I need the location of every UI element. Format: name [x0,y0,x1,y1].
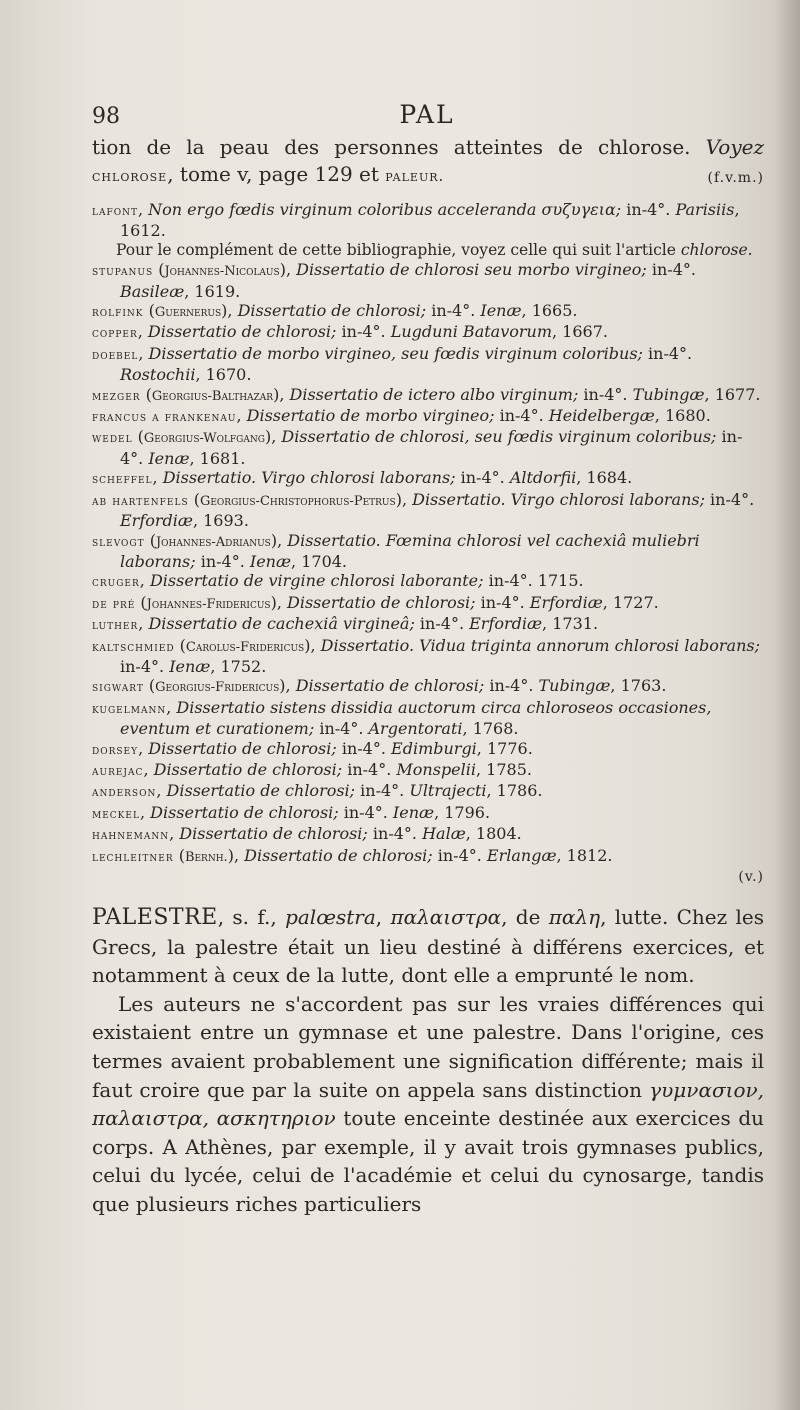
bib-title: Dissertatio de morbo virgineo; [246,406,495,426]
bib-year: , 1680. [654,406,711,426]
bib-place: Erlangæ [486,845,557,865]
bib-place: Argentorati [368,719,463,739]
bib-format: in-4°. [314,719,369,739]
bib-place: Ienæ [392,802,435,822]
bib-place: Edimburgi [391,738,477,758]
bib-title: Dissertatio. Virgo chlorosi laborans; [162,468,456,488]
bib-year: , 1612. [120,200,740,241]
bib-separator: , [401,489,413,509]
bib-place: Halæ [422,824,466,844]
bib-first-name: Johannes-Adrianus [155,534,271,550]
ref-rest: , tome v, page 129 et [167,162,379,186]
bib-title: Dissertatio de virgine chlorosi laborante; [149,571,484,591]
bib-separator: , [156,781,167,801]
bib-title: Dissertatio de chlorosi; [147,322,337,342]
bib-year: , 1677. [704,384,761,404]
bib-author: slevogt [92,534,145,550]
article-greek-3: γυμνασιον, παλαιστρα, ασκητηριον [92,1077,764,1131]
bib-entry [92,406,764,427]
bib-author: copper [92,326,138,342]
bib-author: sigwart [92,680,144,696]
page-gutter-shadow [774,0,800,1410]
bib-author: lafont [92,204,138,219]
bib-title: Dissertatio de chlorosi; [179,824,368,844]
bib-author: kaltschmied [92,639,175,655]
bib-place: Monspelii [396,759,476,779]
bib-title: Dissertatio de chlorosi; [153,759,343,779]
bib-title: Dissertatio de chlorosi seu morbo virgineo; [296,260,647,280]
author-signature: (f.v.m.) [707,170,764,186]
bib-title: Dissertatio de chlorosi; [148,738,337,758]
bib-year: , 1693. [192,511,249,531]
bib-separator: , [138,614,149,634]
ref-chlorose: chlorose [92,167,168,185]
bib-author: hahnemann [92,828,170,844]
bib-entry [92,803,764,824]
bib-author: scheffel [92,472,153,488]
article-p2-a: Les auteurs ne s'accordent pas sur les vraies différences qui existaient entre un gymnase et une palestre. Dans l'origine, ces termes avaient probablement une signification différente; mais il faut croire que par la suite on appela sans distinction [92,991,764,1102]
bib-year: , 1670. [195,365,252,385]
bib-year: , 1619. [184,281,241,301]
article-greek-1: παλαιστρα [390,905,502,929]
bib-author: mezger [92,388,141,404]
bib-entry: wedel (Georgius-Wolfgang), Dissertatio de chlorosi, seu fœdis virginum coloribus; in-4°. Ienæ, 1681. [92,427,743,468]
bib-year: , 1796. [434,802,491,822]
bib-author: ab hartenfels [92,493,189,509]
bib-format: in-4°. [342,759,397,779]
bib-author: wedel [92,431,133,447]
bib-title: Dissertatio. Virgo chlorosi laborans; [412,489,705,509]
bib-format: in-4°. [621,200,676,219]
bib-separator: , [279,384,290,404]
bib-year: , 1684. [576,468,633,488]
bib-entry: stupanus (Johannes-Nicolaus), Dissertatio de chlorosi seu morbo virgineo; in-4°. Basileæ, 1619. [92,260,696,301]
bib-first-name: Guernerus [154,305,222,321]
article-latin: palœstra [285,905,376,929]
bib-title: Dissertatio de chlorosi, seu fœdis virginum coloribus; [281,427,717,447]
bib-year: , 1704. [291,551,348,571]
article-p1-rest: , lutte. Chez les Grecs, la palestre était un lieu destiné à différens exercices, et notamment à ceux de la lutte, dont elle a emprunté le nom. [92,905,765,988]
bib-title: Dissertatio de chlorosi; [150,802,339,822]
bib-separator: , [271,427,282,447]
bib-first-name: Georgius-Christophorus-Petrus [199,493,396,509]
bib-entry: rolfink (Guernerus), Dissertatio de chlorosi; in-4°. Ienæ, 1665. [92,301,578,321]
bib-author: rolfink [92,305,144,321]
bib-year: , 1727. [602,592,659,612]
bib-author: cruger [92,575,140,591]
bib-year: , 1776. [476,738,533,758]
bib-first-name: Carolus-Fridericus [185,639,305,655]
bib-place: Lugduni Batavorum [390,322,552,342]
bib-entry [92,739,764,760]
bib-separator: , [169,824,180,844]
bib-place: Parisiis [675,200,735,219]
running-head: PAL [399,100,455,129]
page-content [92,134,764,1219]
bib-separator: , [233,845,245,865]
bib-entry [92,571,764,592]
bib-separator: , [138,343,149,363]
bib-place: Erfordiæ [529,592,603,612]
bib-author: luther [92,618,139,634]
bib-title: Dissertatio de morbo virgineo, seu fœdis virginum coloribus; [148,343,643,363]
bib-place: Ienæ [148,448,190,468]
bib-author: anderson [92,785,157,801]
bib-place: Erfordiæ [469,614,543,634]
bib-author: de pré [92,596,136,612]
bib-first-name: Georgius-Fridericus [155,680,280,696]
bib-author: dorsey [92,742,139,758]
bib-year: , 1665. [521,301,578,321]
bib-place: Heidelbergæ [548,406,655,426]
article-headword: PALESTRE [92,905,218,930]
bibliography-signature: (v.) [738,869,764,885]
bib-entry [92,614,764,635]
bib-year: , 1667. [552,322,608,342]
bib-separator: , [143,759,154,779]
page-number: 98 [92,104,120,129]
ref-paleur: paleur. [385,167,445,185]
bib-format: in-4°. [578,384,633,404]
bib-place: Rostochii [120,365,196,385]
bib-format: in-4°. [120,427,743,468]
bib-separator: , [138,738,149,758]
bib-author: aurejac [92,763,144,779]
article-p2-b: toute enceinte destinée aux exercices du corps. A Athènes, par exemple, il y avait trois gymnases publics, celui du lycée, celui de l'académie et celui du cynosarge, tandis que plusieurs riches particuliers [92,1106,765,1216]
bibliography-list [92,200,764,867]
bib-place: Tubingæ [538,676,611,696]
bib-entry: de pré (Johannes-Fridericus), Dissertatio de chlorosi; in-4°. Erfordiæ, 1727. [92,592,659,612]
bib-format: in-4°. [414,614,470,634]
bib-separator: , [227,301,238,321]
article-greek-2: παλη [548,905,601,929]
article-paragraph-1: PALESTRE, s. f., palœstra, παλαιστρα, de παλη, lutte. Chez les Grecs, la palestre était un lieu destiné à différens exercices, et notamment à ceux de la lutte, dont elle a emprunté le nom. [92,905,765,988]
bib-entry: ab hartenfels (Georgius-Christophorus-Petrus), Dissertatio. Virgo chlorosi laborans; in-4°. Erfordiæ, 1693. [92,489,755,531]
intro-paragraph [92,134,764,190]
bib-title: Dissertatio. Fœmina chlorosi vel cachexiâ muliebri laborans; [120,530,700,571]
bib-separator: , [310,635,321,655]
bib-format: in-4°. [704,489,755,509]
bib-author: meckel [92,806,140,822]
bib-format: in-4°. [195,551,250,571]
bib-author: francus a frankenau [92,410,237,426]
bib-format: in-4°. [426,301,481,321]
bib-separator: , [285,676,296,696]
article-gram: , s. f., [217,905,286,929]
bib-separator: , [166,697,177,717]
page-header [92,100,762,132]
bib-title: Dissertatio sistens dissidia auctorum circa chloroseos occasiones, eventum et curationem; [120,697,712,739]
bib-entry [92,698,764,739]
bib-year: , 1752. [210,656,267,676]
bib-separator: , [277,530,288,550]
intro-text: tion de la peau des personnes atteintes de chlorose. [92,135,691,159]
bib-separator: , [152,468,163,488]
bib-separator: , [139,571,150,591]
bib-separator: , [139,802,151,822]
bib-year: , 1804. [465,824,522,844]
bib-format: in-4°. [120,656,170,676]
bib-year: , 1768. [462,719,519,739]
bib-author: lechleitner [92,849,174,865]
bib-author: stupanus [92,264,154,280]
bib-title: Dissertatio de chlorosi; [237,301,427,321]
bib-separator: , [137,322,148,342]
bib-place: Erfordiæ [120,511,193,531]
bib-format: in-4°. [336,322,391,342]
bib-place: Altdorfii [509,468,577,488]
bib-place: Ienæ [169,656,211,676]
bib-first-name: Georgius-Wolfgang [143,431,265,447]
bib-year: , 1786. [486,781,543,801]
bib-first-name: Johannes-Nicolaus [164,264,280,280]
bib-place: Ienæ [249,551,292,571]
bib-format: in-4°. [336,738,392,758]
bib-entry: slevogt (Johannes-Adrianus), Dissertatio. Fœmina chlorosi vel cachexiâ muliebri laborans; in-4°. Ienæ, 1704. [92,530,700,571]
bib-title: Dissertatio de chlorosi; [244,845,433,865]
bib-format: in-4°. [338,802,393,822]
bib-format: in-4°. [475,592,530,612]
bib-year: , 1681. [189,448,246,468]
bib-entry [92,760,764,781]
bib-year: 1715. [537,571,584,591]
bib-place: Ienæ [480,301,522,321]
bib-entry: mezger (Georgius-Balthazar), Dissertatio de ictero albo virginum; in-4°. Tubingæ, 1677. [92,384,761,404]
bib-separator: , [276,592,287,612]
bib-title: Dissertatio de chlorosi; [295,676,485,696]
article-paragraph-2 [92,990,764,1219]
bib-entry [92,824,764,845]
bibliography-note [92,241,764,260]
bib-place: Tubingæ [632,384,705,404]
bib-author: doebel [92,347,139,363]
bib-year: , 1812. [556,845,613,865]
bib-first-name: Bernh. [184,849,228,865]
voyez-text: Voyez [705,135,764,159]
bib-entry: kaltschmied (Carolus-Fridericus), Dissertatio. Vidua triginta annorum chlorosi laborans; in-4°. Ienæ, 1752. [92,635,760,676]
bib-entry [92,322,764,343]
bib-format: in-4°. [642,343,693,363]
bib-separator: , [285,260,297,280]
bib-place: Ultrajecti [409,781,487,801]
bib-separator: , [137,200,149,219]
bib-format: in-4°. [483,571,538,591]
bib-entry: sigwart (Georgius-Fridericus), Dissertatio de chlorosi; in-4°. Tubingæ, 1763. [92,676,667,696]
bib-place: Basileæ [120,281,185,301]
bib-year: , 1731. [542,614,599,634]
bib-entry [92,781,764,802]
note-text: Pour le complément de cette bibliographie, voyez celle qui suit l'article [116,240,676,259]
bib-format: in-4°. [367,824,423,844]
bib-title: Dissertatio. Vidua triginta annorum chlorosi laborans; [320,635,760,655]
bib-title: Dissertatio de chlorosi; [166,781,356,801]
bib-entry [92,200,764,241]
bib-format: in-4°. [455,468,510,488]
bib-title: Dissertatio de chlorosi; [287,592,476,612]
bib-format: in-4°. [494,406,549,426]
bib-first-name: Johannes-Fridericus [146,596,271,612]
bib-title: Dissertatio de ictero albo virginum; [289,384,579,404]
bib-title: Non ergo fœdis virginum coloribus acceleranda συζυγεια; [148,200,622,219]
bib-title: Dissertatio de cachexiâ virgineâ; [148,614,415,634]
bib-entry [92,344,764,385]
bib-format: in-4°. [432,845,487,865]
bib-separator: , [236,406,247,426]
bib-first-name: Georgius-Balthazar [151,388,274,404]
bib-year: , 1785. [476,759,532,779]
bib-format: in-4°. [355,781,410,801]
bib-year: , 1763. [610,676,667,696]
article-de: , de [501,905,549,929]
bib-format: in-4°. [646,260,696,280]
bib-entry [92,468,764,489]
bib-entry: lechleitner (Bernh.), Dissertatio de chlorosi; in-4°. Erlangæ, 1812. [92,845,613,865]
note-term: chlorose. [680,240,753,259]
bib-format: in-4°. [484,676,539,696]
bib-author: kugelmann [92,701,167,717]
